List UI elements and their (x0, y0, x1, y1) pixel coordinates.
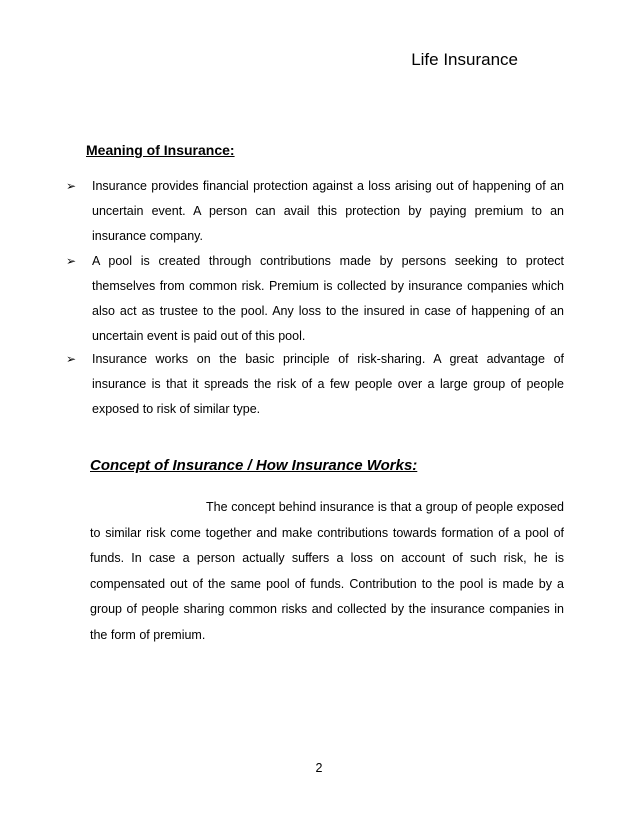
arrow-bullet-icon: ➢ (66, 179, 77, 193)
concept-paragraph-text: The concept behind insurance is that a group of people exposed to similar risk come together and make contributions towards formation of a pool of funds. In case a person actually suffers a loss on account of such risk, he is compensated out of the same pool of funds. Contribution to the pool is made by a group of people sharing common risks and collected by the insurance companies in the form of premium. (90, 500, 564, 642)
arrow-bullet-icon: ➢ (66, 254, 77, 268)
arrow-bullet-icon: ➢ (66, 352, 77, 366)
concept-paragraph (90, 495, 564, 648)
header-title: Life Insurance (411, 50, 518, 69)
section-heading-concept: Concept of Insurance / How Insurance Works: (90, 457, 418, 474)
section-heading-meaning: Meaning of Insurance: (86, 142, 235, 158)
bullet-list (66, 174, 564, 249)
list-item (66, 249, 564, 349)
bullet-list (66, 347, 564, 422)
list-item (66, 174, 564, 249)
page-number: 2 (315, 761, 323, 775)
bullet-text: Insurance provides financial protection against a loss arising out of happening of an uncertain event. A person can avail this protection by paying premium to an insurance company. (92, 179, 564, 243)
bullet-text: Insurance works on the basic principle of risk-sharing. A great advantage of insurance is that it spreads the risk of a few people over a large group of people exposed to risk of similar type. (92, 352, 564, 416)
bullet-list (66, 249, 564, 349)
bullet-text: A pool is created through contributions made by persons seeking to protect themselves from common risk. Premium is collected by insurance companies which also act as trustee to the pool. Any loss to the insured in case of happening of an uncertain event is paid out of this pool. (92, 254, 564, 343)
list-item (66, 347, 564, 422)
